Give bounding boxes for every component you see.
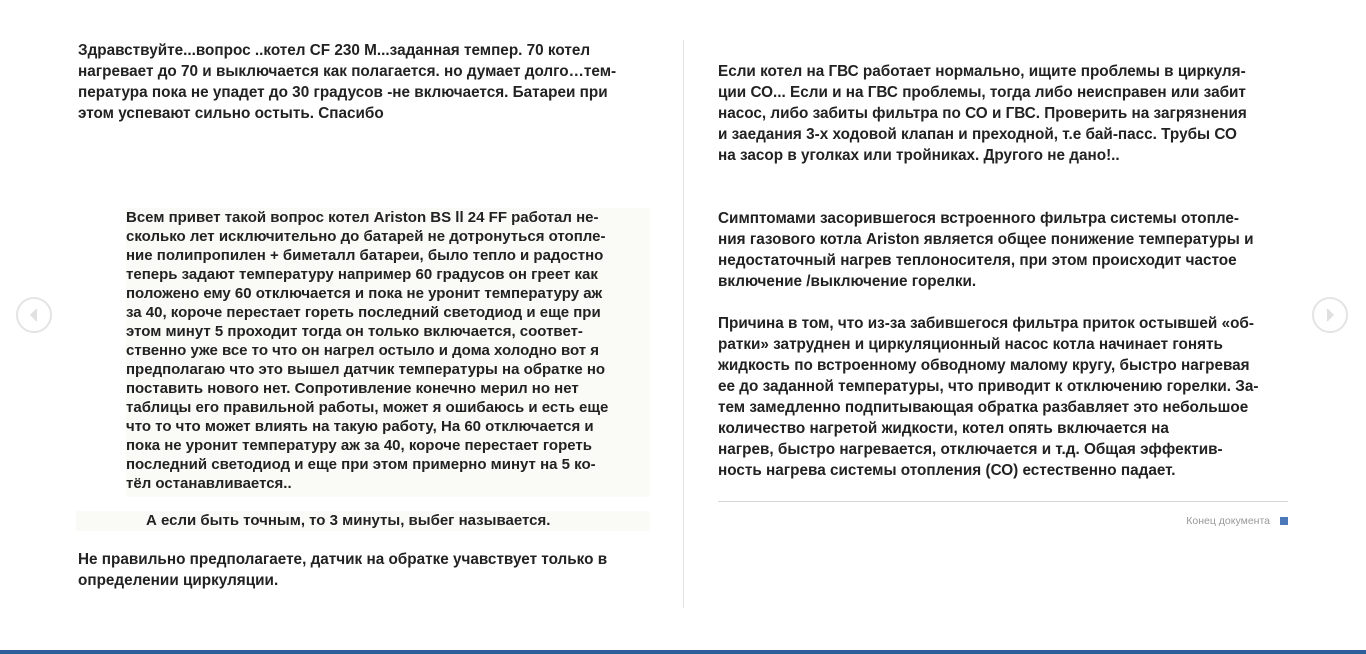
right-paragraph-3: Причина в том, что из-за забившегося фильтра приток остывшей «об- ратки» затруднен и циркуляционный насос котла начинает гонять жидкость по встроенному обводному малому кругу, быстро нагревая ее до заданной температуры, что приводит к отключению горелки. За- тем замедленно подпитывающая обратка разбавляет это небольшое количество нагретой жидкости, котел опять включается на нагрев, быстро нагревается, отключается и т.д. Общая эффектив- ность нагрева системы отопления (СО) естественно падает. — [718, 315, 1259, 479]
right-paragraph-1: Если котел на ГВС работает нормально, ищите проблемы в циркуля- ции СО... Если и на ГВС проблемы, тогда либо неисправен или забит насос, либо забиты фильтра по СО и ГВС. Проверить на загрязнения и заедания 3-х ходовой клапан и преходной, т.е бай-пасс. Трубы СО на засор в уголках или тройниках. Другого не дано!.. — [718, 63, 1247, 164]
left-column — [78, 40, 653, 589]
prev-page-button[interactable] — [16, 297, 52, 333]
short-reply-text: А если быть точным, то 3 минуты, выбег называется. — [146, 512, 551, 529]
end-square-icon — [1280, 517, 1288, 525]
end-of-document — [1186, 515, 1288, 527]
end-of-document-label: Конец документа — [1186, 515, 1270, 527]
answer-block — [78, 549, 653, 591]
bottom-accent-bar — [0, 650, 1366, 654]
next-page-button[interactable] — [1312, 297, 1348, 333]
short-reply-block — [76, 511, 650, 531]
chevron-left-icon — [28, 308, 40, 322]
chevron-right-icon — [1324, 308, 1336, 322]
question-text: Здравствуйте...вопрос ..котел CF 230 M...заданная темпер. 70 котел нагревает до 70 и выключается как полагается. но думает долго…тем- пература пока не упадет до 30 градусов -не включается. Батареи при этом успевают сильно остыть. Спасибо — [78, 42, 617, 122]
quote-block — [126, 208, 650, 497]
right-paragraph-2: Симптомами засорившегося встроенного фильтра системы отопле- ния газового котла Ariston является общее понижение температуры и недостаточный нагрев теплоносителя, при этом происходит частое включение /выключение горелки. — [718, 210, 1254, 290]
answer-text: Не правильно предполагаете, датчик на обратке учавствует только в определении циркуляции. — [78, 551, 608, 589]
end-divider — [718, 501, 1288, 502]
right-column — [718, 61, 1290, 481]
column-divider — [683, 40, 684, 608]
quote-text: Всем привет такой вопрос котел Ariston BS ll 24 FF работал не- сколько лет исключительно до батарей не дотронуться отопле- ние полипропилен + биметалл батареи, было тепло и радостно теперь задают температуру например 60 градусов он греет как положено ему 60 отключается и пока не уронит температуру аж за 40, короче перестает гореть последний светодиод и еще при этом минут 5 проходит тогда он только включается, соответ- ственно уже все то что он нагрел остыло и дома холодно вот я предполагаю что это вышел датчик температуры на обратке но поставить нового нет. Сопротивление конечно мерил но нет таблицы его правильной работы, может я ошибаюсь и есть еще что то что может влиять на такую работу, На 60 отключается и пока не уронит температуру аж за 40, короче перестает гореть последний светодиод и еще при этом примерно минут на 5 ко- тёл останавливается.. — [126, 209, 609, 492]
